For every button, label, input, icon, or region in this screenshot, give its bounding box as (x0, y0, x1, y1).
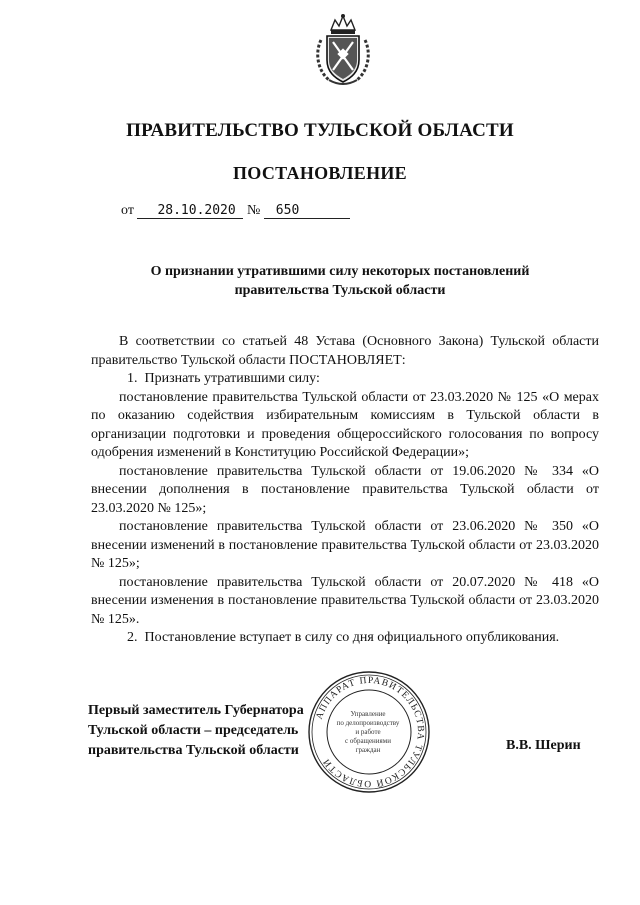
stamp-line: граждан (355, 746, 381, 754)
repeal-entry-2: постановление правительства Тульской области от 19.06.2020 № 334 «О внесении дополнения в постановление правительства Тульской области от 23.03.2020 № 125»; (91, 463, 599, 516)
body-intro: В соответствии со статьей 48 Устава (Основного Закона) Тульской области правительство Тульской области ПОСТАНОВЛЯЕТ: (91, 334, 599, 368)
document-subject: О признании утратившими силу некоторых постановлений правительства Тульской области (150, 264, 530, 298)
document-number: 650 (264, 204, 350, 219)
document-body (91, 333, 599, 648)
stamp-line: и работе (355, 728, 381, 736)
position-line: Первый заместитель Губернатора (88, 703, 304, 718)
stamp-ring-text: АППАРАТ ПРАВИТЕЛЬСТВА ТУЛЬСКОЙ ОБЛАСТИ (314, 675, 426, 789)
signatory-name: В.В. Шерин (506, 738, 581, 753)
number-sign: № (246, 203, 261, 218)
position-line: Тульской области – председатель (88, 723, 299, 738)
body-item-2: 2. Постановление вступает в силу со дня официального опубликования. (127, 630, 560, 645)
position-line: правительства Тульской области (88, 743, 299, 758)
body-item-1: 1. Признать утратившими силу: (127, 371, 320, 386)
repeal-entry-3: постановление правительства Тульской области от 23.06.2020 № 350 «О внесении изменений в постановление правительства Тульской области от 23.03.2020 № 125»; (91, 519, 599, 571)
stamp-line: Управление (350, 710, 386, 718)
document-date: 28.10.2020 (137, 204, 243, 219)
repeal-entry-4: постановление правительства Тульской области от 20.07.2020 № 418 «О внесении изменения в постановление правительства Тульской области от 23.03.2020 № 125». (91, 574, 599, 627)
date-prefix: от (121, 203, 134, 218)
coat-of-arms-icon (311, 12, 375, 90)
dateline (121, 203, 350, 219)
stamp-line: с обращениями (345, 737, 391, 745)
organization-title: ПРАВИТЕЛЬСТВО ТУЛЬСКОЙ ОБЛАСТИ (126, 120, 514, 141)
document-type-title: ПОСТАНОВЛЕНИЕ (233, 163, 407, 183)
repeal-entry-1: постановление правительства Тульской области от 23.03.2020 № 125 «О мерах по оказанию содействия избирательным комиссиям в Тульской области в организации подготовки и проведения общероссийского голосования по вопросу одобрения изменений в Конституцию Российской Федерации»; (91, 389, 599, 460)
stamp-line: по делопроизводству (336, 719, 400, 727)
signatory-position (88, 701, 304, 761)
stamp-inner-text (320, 710, 416, 755)
